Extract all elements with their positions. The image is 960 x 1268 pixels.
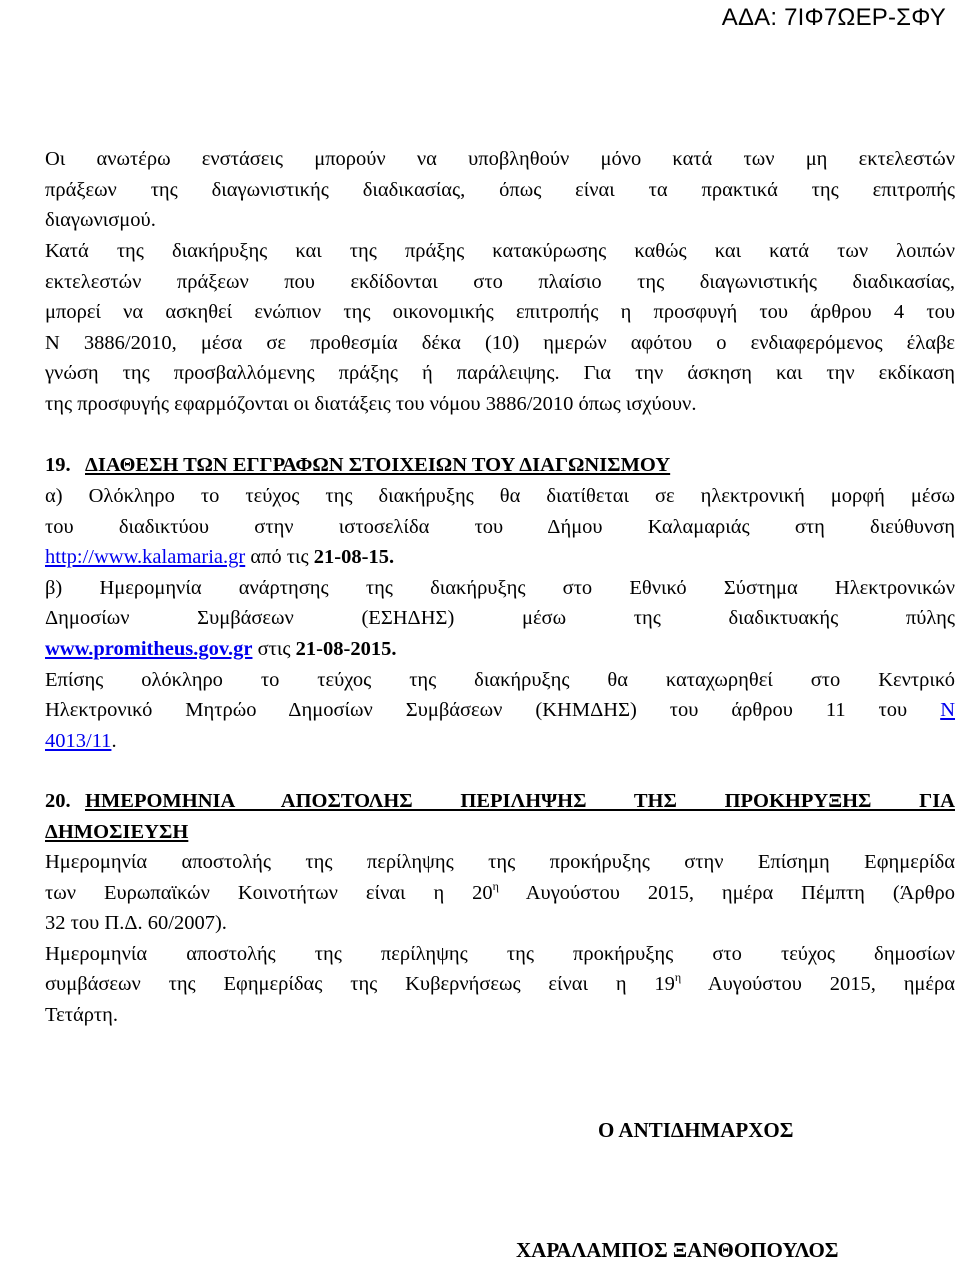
text-line [45,695,955,726]
heading-line [45,786,955,817]
superscript: η [674,970,682,985]
text-line: Ημερομηνία αποστολής της περίληψης της προκήρυξης στο τεύχος δημοσίων [45,942,955,965]
heading-line [45,817,955,848]
text-span: Αυγούστου 2015, ημέρα Πέμπτη (Άρθρο [498,881,955,904]
text-line [45,634,955,665]
section-title-cont: ΔΗΜΟΣΙΕΥΣΗ [45,820,189,843]
law-link-4013[interactable]: 4013/11 [45,729,112,752]
section-19-heading [45,450,955,481]
signature-name: ΧΑΡΑΛΑΜΠΟΣ ΞΑΝΘΟΠΟΥΛΟΣ [516,1238,839,1262]
text-line: εκτελεστών πράξεων που εκδίδονται στο πλαίσιο της διαγωνιστικής διαδικασίας, [45,270,955,293]
text-line: Οι ανωτέρω ενστάσεις μπορούν να υποβληθούν μόνο κατά των μη εκτελεστών [45,148,955,170]
text-line: Επίσης ολόκληρο το τεύχος της διακήρυξης θα καταχωρηθεί στο Κεντρικό [45,668,955,691]
text-line: Ημερομηνία αποστολής της περίληψης της προκήρυξης στην Επίσημη Εφημερίδα [45,851,955,873]
text-line: διαγωνισμού. [45,209,156,232]
date-value: 21-08-15. [313,546,395,569]
text-span: . [111,729,117,752]
law-link-n[interactable]: Ν [940,699,955,722]
text-span: συμβάσεων της Εφημερίδας της Κυβερνήσεως είναι η 19 [45,973,675,996]
text-line [45,969,955,1000]
text-line [45,542,955,573]
text-line: μπορεί να ασκηθεί ενώπιον της οικονομικής επιτροπής η προσφυγή του άρθρου 4 του [45,301,955,324]
promitheus-link[interactable]: www.promitheus.gov.gr [45,637,253,660]
text-line: Ν 3886/2010, μέσα σε προθεσμία δέκα (10) ημερών αφότου ο ενδιαφερόμενος έλαβε [45,331,955,354]
section-title: ΔΙΑΘΕΣΗ ΤΩΝ ΕΓΓΡΑΦΩΝ ΣΤΟΙΧΕΙΩΝ ΤΟΥ ΔΙΑΓΩΝΙΣΜΟΥ [85,454,671,476]
text-line: 32 του Π.Δ. 60/2007). [45,912,227,935]
text-span: Αυγούστου 2015, ημέρα [681,973,955,996]
signature-role: Ο ΑΝΤΙΔΗΜΑΡΧΟΣ [598,1118,794,1142]
text-line: γνώση της προσβαλλόμενης πράξης ή παράλειψης. Για την άσκηση και την εκδίκαση [45,362,955,385]
section-number: 20. [45,790,71,812]
text-span: των Ευρωπαϊκών Κοινοτήτων είναι η 20 [45,881,493,904]
text-line: β) Ημερομηνία ανάρτησης της διακήρυξης στο Εθνικό Σύστημα Ηλεκτρονικών [45,576,955,599]
section-20-body [45,847,955,1031]
section-19-body [45,481,955,756]
text-line: Δημοσίων Συμβάσεων (ΕΣΗΔΗΣ) μέσω της διαδικτυακής πύλης [45,607,955,630]
section-20-heading [45,786,955,847]
text-span: στις [252,637,296,660]
section-number: 19. [45,454,71,476]
text-line: Κατά της διακήρυξης και της πράξης κατακύρωσης καθώς και κατά των λοιπών [45,240,955,262]
text-span: από τις [245,546,314,569]
text-span: Ηλεκτρονικό Μητρώο Δημοσίων Συμβάσεων (ΚΗΜΔΗΣ) του άρθρου 11 του [45,699,941,722]
paragraph-objections [45,144,955,236]
kalamaria-link[interactable]: http://www.kalamaria.gr [45,546,246,569]
text-line [45,878,955,909]
text-line [45,726,955,757]
text-line: α) Ολόκληρο το τεύχος της διακήρυξης θα διατίθεται σε ηλεκτρονική μορφή μέσω [45,485,955,507]
text-line: της προσφυγής εφαρμόζονται οι διατάξεις του νόμου 3886/2010 όπως ισχύουν. [45,392,697,415]
superscript: η [492,878,499,893]
date-value: 21-08-2015. [295,637,397,660]
paragraph-appeal [45,236,955,420]
text-line: του διαδικτύου στην ιστοσελίδα του Δήμου Καλαμαριάς στη διεύθυνση [45,515,955,538]
text-line: πράξεων της διαγωνιστικής διαδικασίας, όπως είναι τα πρακτικά της επιτροπής [45,178,955,201]
text-line: Τετάρτη. [45,1003,119,1026]
ada-code: ΑΔΑ: 7ΙΦ7ΩΕΡ-ΣΦΥ [721,4,946,31]
section-title: ΗΜΕΡΟΜΗΝΙΑ ΑΠΟΣΤΟΛΗΣ ΠΕΡΙΛΗΨΗΣ ΤΗΣ ΠΡΟΚΗΡΥΞΗΣ ΓΙΑ [85,790,955,812]
